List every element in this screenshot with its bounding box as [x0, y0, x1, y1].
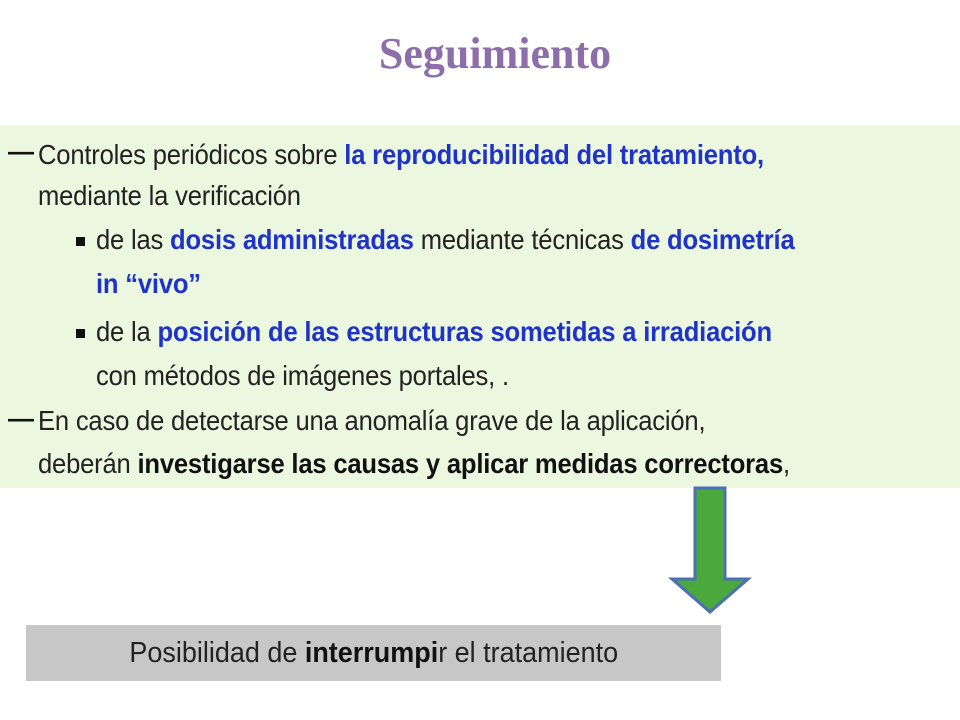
- bullet-2-text-c: ,: [783, 448, 790, 479]
- sub-bullet-1-text-c: mediante técnicas: [413, 224, 631, 255]
- dash-bullet-2: —: [8, 403, 34, 433]
- bullet-1-line-1: [38, 139, 764, 171]
- square-bullet-1: [76, 237, 85, 246]
- square-bullet-2: [76, 329, 85, 338]
- conclusion-text-c: r el tratamiento: [437, 636, 618, 669]
- conclusion-text: [129, 637, 618, 670]
- bullet-1-line-2: mediante la verificación: [38, 180, 301, 211]
- bullet-1-text-a: Controles periódicos sobre: [38, 139, 345, 170]
- sub-bullet-1-line-1: [96, 224, 795, 256]
- bullet-2-line-1: En caso de detectarse una anomalía grave de la aplicación,: [38, 405, 706, 436]
- sub-bullet-2-highlight: posición de las estructuras sometidas a irradiación: [157, 316, 772, 347]
- sub-bullet-2-line-1: [96, 316, 772, 348]
- down-arrow-icon: [668, 485, 752, 615]
- conclusion-text-a: Posibilidad de: [129, 636, 305, 669]
- conclusion-box: [26, 625, 721, 681]
- bullet-2-line-2: [38, 448, 790, 480]
- sub-bullet-1-text-a: de las: [96, 224, 171, 255]
- sub-bullet-2-text-a: de la: [96, 316, 158, 347]
- bullet-2-emphasis: investigarse las causas y aplicar medidas correctoras: [137, 448, 784, 479]
- bullet-2-text-a: deberán: [38, 448, 138, 479]
- sub-bullet-1-highlight-1: dosis administradas: [170, 224, 414, 255]
- slide-title: Seguimiento: [378, 29, 612, 78]
- conclusion-emphasis: interrumpi: [304, 636, 438, 669]
- sub-bullet-1-line-2: in “vivo”: [96, 268, 201, 299]
- bullet-1-highlight: la reproducibilidad del tratamiento,: [344, 139, 764, 170]
- dash-bullet-1: —: [8, 136, 34, 166]
- sub-bullet-1-highlight-2: de dosimetría: [630, 224, 795, 255]
- sub-bullet-2-line-2: con métodos de imágenes portales, .: [96, 360, 509, 391]
